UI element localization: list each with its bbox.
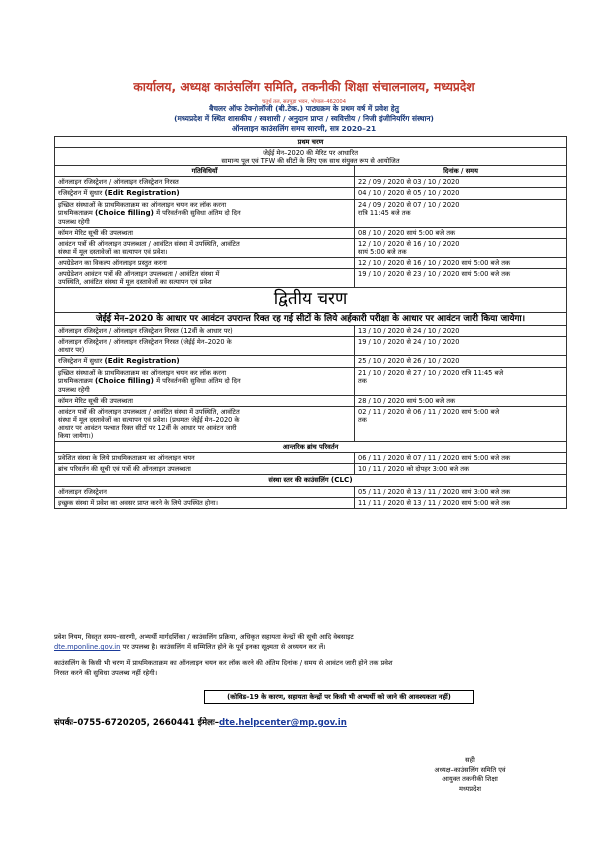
activity-cell bbox=[55, 268, 355, 287]
date-line: 24 / 09 / 2020 से 07 / 10 / 2020 bbox=[358, 200, 460, 209]
phase1-title: प्रथम चरण bbox=[55, 137, 567, 148]
activity-line: उपस्थिति, आवंटित संस्था में मूल दस्तावेजों का सत्यापन एवं प्रवेश bbox=[58, 277, 212, 286]
table-row bbox=[55, 337, 567, 356]
date-cell bbox=[355, 367, 567, 395]
date-line: रात्रि 11:45 बजे तक bbox=[358, 208, 411, 217]
activity-cell bbox=[55, 188, 355, 200]
website-link[interactable]: dte.mponline.gov.in bbox=[54, 643, 121, 652]
date-cell: 19 / 10 / 2020 से 23 / 10 / 2020 सायं 5:00 बजे तक bbox=[355, 268, 567, 287]
phase1-note: सामान्य पूल एवं TFW की सीटों के लिए एक साथ संयुक्त रूप से आयोजित bbox=[221, 157, 400, 166]
covid-notice: (कोविड–19 के कारण, सहायता केन्द्रों पर किसी भी अभ्यर्थी को जाने की आवश्यकता नहीं) bbox=[204, 690, 474, 704]
contact-email-label: ईमेलः– bbox=[197, 718, 219, 728]
table-row bbox=[55, 257, 567, 268]
table-row bbox=[55, 395, 567, 406]
table-row bbox=[55, 199, 567, 227]
activity-line: आवंटन पत्रों की ऑनलाइन उपलब्धता / आवंटित संस्था में उपस्थिति, आवंटित bbox=[58, 239, 240, 248]
schedule-line: ऑनलाइन काउंसलिंग समय सारणी, सत्र 2020–21 bbox=[231, 124, 377, 133]
date-line: तक bbox=[358, 415, 367, 424]
activity-text: में परिवर्तनकी सुविधा अंतिम दो दिन bbox=[156, 376, 241, 385]
note-rules-text-2: पर उपलब्ध है। काउंसलिंग में सम्मिलित होने के पूर्व इनका सूक्ष्मता से अध्ययन कर लें। bbox=[122, 643, 326, 652]
date-line: 21 / 10 / 2020 से 27 / 10 / 2020 रात्रि 11:45 बजे bbox=[358, 368, 504, 377]
clc-title-abbr: (CLC) bbox=[330, 475, 353, 485]
col-activity-header: गतिविधियाँ bbox=[55, 166, 355, 177]
date-cell: 11 / 11 / 2020 से 13 / 11 / 2020 सायं 5:00 बजे तक bbox=[355, 497, 567, 508]
phase1-title-row bbox=[55, 137, 567, 148]
activity-cell bbox=[55, 367, 355, 395]
activity-cell bbox=[55, 238, 355, 257]
signature-line: आयुक्त तकनीकी शिक्षा bbox=[442, 775, 498, 784]
signature-line: मध्यप्रदेश bbox=[459, 784, 481, 793]
activity-line: अपग्रेडेशन आवंटन पत्रों की ऑनलाइन उपलब्धता / आवंटित संस्था में bbox=[58, 269, 220, 278]
phase2-title-row bbox=[55, 287, 567, 312]
activity-line: उपलब्ध रहेगी bbox=[58, 217, 90, 226]
table-row bbox=[55, 356, 567, 368]
branch-title-row bbox=[55, 441, 567, 452]
activity-cell bbox=[55, 356, 355, 368]
activity-cell: ऑनलाइन रजिस्ट्रेशन / ऑनलाइन रजिस्ट्रेशन निरस्त (12वीं के आधार पर) bbox=[55, 326, 355, 337]
date-cell: 12 / 10 / 2020 से 16 / 10 / 2020 सायं 5:00 बजे तक bbox=[355, 257, 567, 268]
activity-line: संस्था में मूल दस्तावेजों का सत्यापन एवं प्रवेश। bbox=[58, 247, 168, 256]
phase1-subtitle: जेईई मेन–2020 की मेरिट पर आधारित bbox=[262, 149, 359, 158]
activity-text-bold: प्राथमिकताक्रम bbox=[58, 208, 93, 217]
activity-cell bbox=[55, 337, 355, 356]
activity-line bbox=[58, 209, 351, 218]
activity-line: संस्था में मूल दस्तावेजों का सत्यापन एवं प्रवेश। (प्रथमतः जेईई मेन–2020 के bbox=[58, 415, 240, 424]
activity-cell: इच्छुक संस्था में प्रवेश का अवसर प्राप्त करने के लिये उपस्थित होना। bbox=[55, 497, 355, 508]
activity-cell: कॉमन मेरिट सूची की उपलब्धता bbox=[55, 227, 355, 238]
activity-line: इच्छित संस्थाओं के प्राथमिकताक्रम का ऑनलाइन चयन कर लॉक करना bbox=[58, 200, 227, 209]
date-cell: 04 / 10 / 2020 से 05 / 10 / 2020 bbox=[355, 188, 567, 200]
phase1-subtitle-row bbox=[55, 148, 567, 166]
date-cell bbox=[355, 406, 567, 441]
note-cancel-text-2: निरस्त करने की सुविधा उपलब्ध नहीं रहेगी। bbox=[54, 669, 158, 678]
table-row bbox=[55, 227, 567, 238]
table-row bbox=[55, 238, 567, 257]
activity-cell: कॉमन मेरिट सूची की उपलब्धता bbox=[55, 395, 355, 406]
activity-line: ऑनलाइन रजिस्ट्रेशन / ऑनलाइन रजिस्ट्रेशन निरस्त (जेईई मेन–2020 के bbox=[58, 338, 232, 347]
date-line: 12 / 10 / 2020 से 16 / 10 / 2020 bbox=[358, 239, 460, 248]
activity-cell bbox=[55, 406, 355, 441]
table-row bbox=[55, 486, 567, 497]
date-cell: 10 / 11 / 2020 को दोपहर 3:00 बजे तक bbox=[355, 464, 567, 475]
clc-title bbox=[55, 475, 567, 487]
branch-change-title: आन्तरिक ब्रांच परिवर्तन bbox=[55, 441, 567, 452]
institutes-line: (मध्यप्रदेश में स्थित शासकीय / स्वशासी / अनुदान प्राप्त / स्ववित्तीय / निजी इंजीनियरिंग संस्थान) bbox=[174, 114, 434, 123]
activity-line: किया जायेगा।) bbox=[58, 431, 94, 440]
table-row bbox=[55, 406, 567, 441]
activity-cell: ऑनलाइन रजिस्ट्रेशन / ऑनलाइन रजिस्ट्रेशन निरस्त bbox=[55, 177, 355, 188]
date-cell: 13 / 10 / 2020 से 24 / 10 / 2020 bbox=[355, 326, 567, 337]
activity-text-en: (Edit Registration) bbox=[104, 188, 180, 198]
course-line: बैचलर ऑफ टेक्नोलॉजी (बी.टेक.) पाठ्यक्रम के प्रथम वर्ष में प्रवेश हेतु bbox=[209, 104, 399, 113]
date-cell: 19 / 10 / 2020 से 24 / 10 / 2020 bbox=[355, 337, 567, 356]
phase2-subtitle: जेईई मेन–2020 के आधार पर आवंटन उपरान्त रिक्त रह गई सीटों के लिये अर्हकारी परीक्षा के आधार पर आवंटन जारी किया जायेगा। bbox=[55, 312, 567, 326]
date-line: तक bbox=[358, 376, 367, 385]
table-row bbox=[55, 452, 567, 463]
clc-title-text: संस्था स्तर की काउंसलिंग bbox=[268, 476, 329, 485]
col-date-header: दिनांक / समय bbox=[355, 166, 567, 177]
activity-text-en: (Choice filling) bbox=[94, 207, 154, 217]
date-cell: 25 / 10 / 2020 से 26 / 10 / 2020 bbox=[355, 356, 567, 368]
activity-line: इच्छित संस्थाओं के प्राथमिकताक्रम का ऑनलाइन चयन कर लॉक करना bbox=[58, 368, 227, 377]
activity-text: रजिस्ट्रेशन में सुधार bbox=[58, 189, 103, 198]
activity-cell: ऑनलाइन रजिस्ट्रेशन bbox=[55, 486, 355, 497]
table-row bbox=[55, 464, 567, 475]
activity-line: आधार पर आवंटन पश्चात रिक्त सीटों पर 12वीं के आधार पर आवंटन जारी bbox=[58, 423, 237, 432]
date-cell: 22 / 09 / 2020 से 03 / 10 / 2020 bbox=[355, 177, 567, 188]
signature-line: अध्यक्ष–काउंसलिंग समिति एवं bbox=[434, 765, 506, 774]
schedule-table bbox=[54, 136, 567, 509]
table-row bbox=[55, 497, 567, 508]
activity-line: आवंटन पत्रों की ऑनलाइन उपलब्धता / आवंटित संस्था में उपस्थिति, आवंटित bbox=[58, 407, 240, 416]
phase2-subtitle-row bbox=[55, 312, 567, 326]
activity-line: उपलब्ध रहेगी bbox=[58, 385, 90, 394]
activity-line bbox=[58, 377, 351, 386]
date-cell: 08 / 10 / 2020 सायं 5:00 बजे तक bbox=[355, 227, 567, 238]
contact-phones: संपर्कः–0755-6720205, 2660441 bbox=[54, 718, 195, 728]
phase1-header-row bbox=[55, 166, 567, 177]
activity-text-en: (Choice filling) bbox=[94, 375, 154, 385]
date-cell: 05 / 11 / 2020 से 13 / 11 / 2020 सायं 3:00 बजे तक bbox=[355, 486, 567, 497]
signature-line: सही bbox=[465, 756, 475, 764]
office-title: कार्यालय, अध्यक्ष काउंसलिंग समिति, तकनीकी शिक्षा संचालनालय, मध्यप्रदेश bbox=[133, 80, 475, 94]
note-rules bbox=[54, 632, 560, 653]
date-line: 02 / 11 / 2020 से 06 / 11 / 2020 सायं 5:00 बजे bbox=[358, 407, 500, 416]
date-line: सायं 5:00 बजे तक bbox=[358, 247, 407, 256]
table-row bbox=[55, 326, 567, 337]
activity-text: में परिवर्तनकी सुविधा अंतिम दो दिन bbox=[156, 208, 241, 217]
date-cell bbox=[355, 199, 567, 227]
activity-cell: ब्रांच परिवर्तन की सूची एवं पत्रों की ऑनलाइन उपलब्धता bbox=[55, 464, 355, 475]
date-cell bbox=[355, 238, 567, 257]
signature-block bbox=[420, 756, 520, 794]
phase1-subtitle-cell bbox=[55, 148, 567, 166]
date-cell: 28 / 10 / 2020 सायं 5:00 बजे तक bbox=[355, 395, 567, 406]
note-cancel-text: काउंसलिंग के किसी भी चरण में प्राथमिकताक्रम का ऑनलाइन चयन कर लॉक करने की अंतिम दिनांक / समय से आवंटन जारी होने तक प्रवेश bbox=[54, 659, 393, 667]
contact-line bbox=[54, 716, 347, 728]
activity-cell bbox=[55, 199, 355, 227]
table-row bbox=[55, 367, 567, 395]
office-address: चतुर्थ तल, सतपुड़ा भवन, भोपाल–462004 bbox=[261, 99, 347, 105]
note-rules-text: प्रवेश नियम, विस्तृत समय–सारणी, अभ्यर्थी मार्गदर्शिका / काउंसलिंग प्रक्रिया, अधिकृत सहायता केन्द्रों की सूची आदि वेबसाइट bbox=[54, 633, 354, 641]
table-row bbox=[55, 177, 567, 188]
activity-cell: अपग्रेडेशन का विकल्प ऑनलाइन प्रस्तुत करना bbox=[55, 257, 355, 268]
table-row bbox=[55, 268, 567, 287]
note-cancel bbox=[54, 658, 560, 679]
activity-text-en: (Edit Registration) bbox=[104, 356, 180, 366]
activity-text-bold: प्राथमिकताक्रम bbox=[58, 376, 93, 385]
phase2-title: द्वितीय चरण bbox=[55, 287, 567, 312]
activity-cell: प्रवेशित संस्था के लिये प्राथमिकताक्रम का ऑनलाइन चयन bbox=[55, 452, 355, 463]
activity-text: रजिस्ट्रेशन में सुधार bbox=[58, 357, 103, 366]
contact-email-link[interactable]: dte.helpcenter@mp.gov.in bbox=[219, 718, 347, 728]
table-row bbox=[55, 188, 567, 200]
clc-title-row bbox=[55, 475, 567, 487]
date-cell: 06 / 11 / 2020 से 07 / 11 / 2020 सायं 5:00 बजे तक bbox=[355, 452, 567, 463]
activity-line: आधार पर) bbox=[58, 346, 85, 355]
